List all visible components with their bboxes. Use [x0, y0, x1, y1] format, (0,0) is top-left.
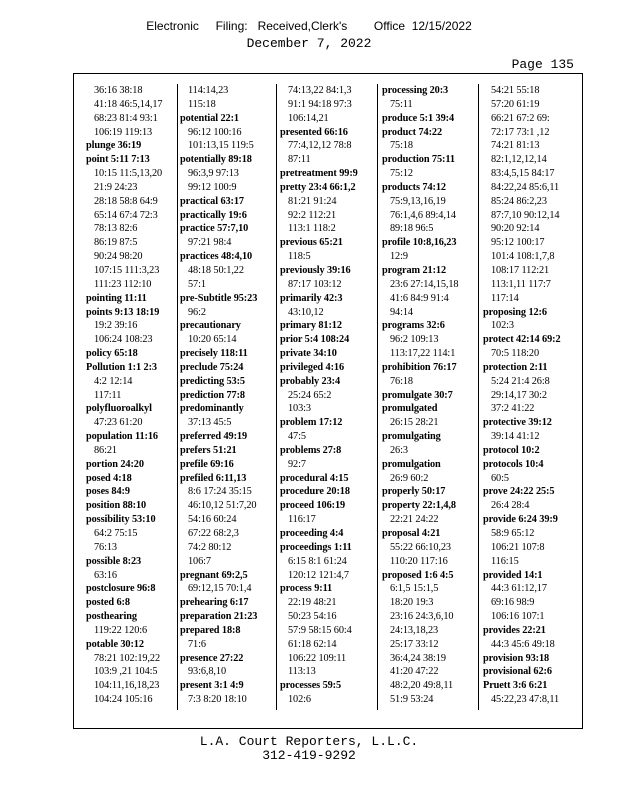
index-term-line: prohibition 76:17 [382, 361, 457, 373]
index-citation-line: 36:16 38:18 [94, 85, 143, 96]
index-citation-line: 75:11 [390, 98, 413, 110]
index-citation-line: 110:20 117:16 [390, 555, 448, 567]
index-term-line: promulgated [382, 403, 438, 415]
index-citation-line: 74:13,22 84:1,3 [288, 85, 352, 96]
index-term-line: practically 19:6 [180, 209, 247, 221]
index-term-line: provisional 62:6 [483, 666, 552, 678]
index-citation-line: 5:24 21:4 26:8 [491, 375, 550, 387]
index-column-2 [180, 84, 278, 707]
index-citation-line: 54:21 55:18 [491, 85, 540, 96]
index-term-line: prefers 51:21 [180, 444, 237, 456]
index-citation-line: 91:1 94:18 97:3 [288, 98, 352, 110]
index-term-line: presented 66:16 [280, 126, 348, 138]
index-citation-line: 93:6,8,10 [188, 666, 226, 678]
index-citation-line: 113:17,22 114:1 [390, 348, 456, 360]
index-citation-line: 102:3 [491, 320, 514, 332]
index-column-3 [280, 84, 378, 707]
index-citation-line: 10:15 11:5,13,20 [94, 168, 163, 180]
index-term-line: prefile 69:16 [180, 458, 234, 470]
index-citation-line: 103:3 [288, 403, 311, 415]
index-citation-line: 75:18 [390, 140, 413, 152]
index-term-line: poses 84:9 [86, 486, 130, 498]
index-term-line: prehearing 6:17 [180, 597, 249, 609]
index-term-line: potentially 89:18 [180, 154, 252, 166]
index-citation-line: 61:18 62:14 [288, 638, 337, 650]
index-term-line: protocols 10:4 [483, 458, 544, 470]
index-term-line: precisely 118:11 [180, 348, 248, 360]
index-citation-line: 18:20 19:3 [390, 597, 434, 609]
index-citation-line: 96:2 109:13 [390, 334, 439, 346]
index-citation-line: 96:2 [188, 306, 206, 318]
index-citation-line: 19:2 39:16 [94, 320, 138, 332]
index-citation-line: 67:22 68:2,3 [188, 528, 239, 539]
index-term-line: products 74:12 [382, 181, 446, 193]
index-citation-line: 37:2 41:22 [491, 403, 535, 415]
header-date: December 7, 2022 [246, 36, 372, 51]
index-citation-line: 22:19 48:21 [288, 597, 337, 609]
index-citation-line: 22:21 24:22 [390, 514, 439, 526]
index-citation-line: 71:6 [188, 638, 206, 650]
index-citation-line: 57:1 [188, 278, 206, 290]
index-citation-line: 106:24 108:23 [94, 334, 153, 346]
index-citation-line: 41:20 47:22 [390, 666, 439, 678]
index-term-line: pointing 11:11 [86, 292, 147, 304]
index-term-line: prediction 77:8 [180, 389, 245, 401]
index-citation-line: 60:5 [491, 472, 509, 484]
index-citation-line: 76:18 [390, 375, 413, 387]
index-column-1 [86, 84, 184, 707]
index-column-4 [382, 84, 480, 707]
index-citation-line: 118:5 [288, 251, 311, 263]
index-citation-line: 74:21 81:13 [491, 140, 540, 152]
index-citation-line: 108:17 112:21 [491, 264, 550, 276]
index-citation-line: 116:17 [288, 514, 316, 526]
index-citation-line: 48:18 50:1,22 [188, 264, 244, 276]
index-citation-line: 115:18 [188, 98, 216, 110]
index-term-line: posthearing [86, 611, 137, 623]
index-citation-line: 7:3 8:20 18:10 [188, 694, 247, 706]
index-citation-line: 54:16 60:24 [188, 514, 237, 526]
index-term-line: privileged 4:16 [280, 361, 344, 373]
index-citation-line: 65:14 67:4 72:3 [94, 209, 158, 221]
index-table [73, 73, 583, 729]
index-term-line: possibility 53:10 [86, 514, 156, 526]
index-term-line: preclude 75:24 [180, 361, 244, 373]
index-citation-line: 41:18 46:5,14,17 [94, 98, 163, 110]
index-citation-line: 86:21 [94, 444, 117, 456]
index-term-line: program 21:12 [382, 264, 447, 276]
index-citation-line: 4:2 12:14 [94, 375, 133, 387]
index-term-line: produce 5:1 39:4 [382, 112, 455, 124]
index-citation-line: 23:16 24:3,6,10 [390, 611, 454, 623]
index-citation-line: 102:6 [288, 694, 311, 706]
index-term-line: private 34:10 [280, 348, 337, 360]
index-term-line: practical 63:17 [180, 195, 244, 207]
index-citation-line: 106:21 107:8 [491, 541, 545, 553]
index-citation-line: 28:18 58:8 64:9 [94, 195, 158, 207]
index-citation-line: 51:9 53:24 [390, 694, 434, 706]
index-term-line: protection 2:11 [483, 361, 548, 373]
index-term-line: property 22:1,4,8 [382, 500, 456, 512]
index-citation-line: 106:7 [188, 555, 211, 567]
index-citation-line: 44:3 45:6 49:18 [491, 638, 555, 650]
index-citation-line: 117:14 [491, 292, 519, 304]
column-divider [177, 84, 178, 710]
index-term-line: proposed 1:6 4:5 [382, 569, 454, 581]
index-citation-line: 90:24 98:20 [94, 251, 143, 263]
index-citation-line: 87:7,10 90:12,14 [491, 209, 560, 221]
index-citation-line: 25:24 65:2 [288, 389, 332, 401]
index-citation-line: 103:9 ,21 104:5 [94, 666, 158, 678]
index-term-line: problems 27:8 [280, 444, 342, 456]
index-citation-line: 76:1,4,6 89:4,14 [390, 209, 456, 221]
column-divider [276, 84, 277, 710]
index-term-line: proceed 106:19 [280, 500, 346, 512]
index-term-line: provision 93:18 [483, 652, 550, 664]
index-term-line: possible 8:23 [86, 555, 142, 567]
index-term-line: potable 30:12 [86, 638, 144, 650]
index-citation-line: 47:5 [288, 431, 306, 443]
index-term-line: plunge 36:19 [86, 140, 142, 152]
index-term-line: pregnant 69:2,5 [180, 569, 248, 581]
index-term-line: proposing 12:6 [483, 306, 547, 318]
index-citation-line: 113:13 [288, 666, 316, 678]
index-term-line: potential 22:1 [180, 112, 239, 124]
index-citation-line: 85:24 86:2,23 [491, 195, 547, 207]
index-term-line: production 75:11 [382, 154, 455, 166]
index-citation-line: 37:13 45:5 [188, 417, 232, 429]
index-term-line: prefiled 6:11,13 [180, 472, 247, 484]
index-citation-line: 63:16 [94, 569, 117, 581]
index-term-line: posted 6:8 [86, 597, 130, 609]
index-citation-line: 58:9 65:12 [491, 528, 535, 539]
index-citation-line: 74:2 80:12 [188, 541, 232, 553]
index-citation-line: 64:2 75:15 [94, 528, 138, 539]
index-citation-line: 106:16 107:1 [491, 611, 545, 623]
index-term-line: preparation 21:23 [180, 611, 258, 623]
index-citation-line: 104:11,16,18,23 [94, 680, 160, 692]
index-citation-line: 89:18 96:5 [390, 223, 434, 235]
index-citation-line: 44:3 61:12,17 [491, 583, 547, 595]
index-term-line: product 74:22 [382, 126, 443, 138]
index-citation-line: 6:1,5 15:1,5 [390, 583, 439, 595]
index-citation-line: 12:9 [390, 251, 408, 263]
index-citation-line: 21:9 24:23 [94, 181, 138, 193]
index-citation-line: 45:22,23 47:8,11 [491, 694, 560, 706]
index-citation-line: 113:1 118:2 [288, 223, 336, 235]
index-citation-line: 78:21 102:19,22 [94, 652, 161, 664]
index-term-line: pretty 23:4 66:1,2 [280, 181, 356, 193]
index-term-line: provided 14:1 [483, 569, 543, 581]
index-citation-line: 41:6 84:9 91:4 [390, 292, 449, 304]
index-citation-line: 69:16 98:9 [491, 597, 535, 609]
index-term-line: points 9:13 18:19 [86, 306, 160, 318]
index-term-line: protocol 10:2 [483, 444, 540, 456]
index-term-line: procedural 4:15 [280, 472, 349, 484]
column-divider [377, 84, 378, 710]
index-term-line: polyfluoroalkyl [86, 403, 152, 415]
index-citation-line: 6:15 8:1 61:24 [288, 555, 347, 567]
index-citation-line: 57:20 61:19 [491, 98, 540, 110]
index-term-line: portion 24:20 [86, 458, 144, 470]
footer-company: L.A. Court Reporters, L.L.C. [199, 734, 419, 749]
footer-phone: 312-419-9292 [262, 748, 356, 763]
index-term-line: properly 50:17 [382, 486, 446, 498]
index-term-line: precautionary [180, 320, 241, 332]
index-citation-line: 55:22 66:10,23 [390, 541, 451, 553]
index-term-line: protect 42:14 69:2 [483, 334, 561, 346]
index-citation-line: 24:13,18,23 [390, 624, 439, 636]
index-term-line: promulgating [382, 431, 441, 443]
index-term-line: presence 27:22 [180, 652, 244, 664]
index-citation-line: 120:12 121:4,7 [288, 569, 349, 581]
index-term-line: primarily 42:3 [280, 292, 343, 304]
index-citation-line: 72:17 73:1 ,12 [491, 126, 550, 138]
index-citation-line: 92:7 [288, 458, 306, 470]
index-citation-line: 69:12,15 70:1,4 [188, 583, 252, 595]
index-citation-line: 26:9 60:2 [390, 472, 429, 484]
index-term-line: promulgate 30:7 [382, 389, 453, 401]
index-term-line: procedure 20:18 [280, 486, 350, 498]
index-term-line: previous 65:21 [280, 237, 343, 249]
index-citation-line: 10:20 65:14 [188, 334, 237, 346]
column-divider [478, 84, 479, 710]
index-term-line: proceedings 1:11 [280, 541, 352, 553]
index-citation-line: 113:1,11 117:7 [491, 278, 551, 290]
index-citation-line: 82:1,12,12,14 [491, 154, 547, 166]
index-term-line: point 5:11 7:13 [86, 154, 150, 166]
page-number: Page 135 [511, 57, 574, 72]
index-citation-line: 104:24 105:16 [94, 694, 153, 706]
index-citation-line: 107:15 111:3,23 [94, 264, 160, 276]
index-citation-line: 75:12 [390, 168, 413, 180]
index-citation-line: 68:23 81:4 93:1 [94, 112, 158, 124]
index-term-line: provides 22:21 [483, 624, 546, 636]
index-term-line: Pollution 1:1 2:3 [86, 361, 157, 373]
index-citation-line: 75:9,13,16,19 [390, 195, 446, 207]
index-term-line: Pruett 3:6 6:21 [483, 680, 548, 692]
index-term-line: previously 39:16 [280, 264, 351, 276]
index-citation-line: 94:14 [390, 306, 413, 318]
index-term-line: prepared 18:8 [180, 624, 241, 636]
index-term-line: pre-Subtitle 95:23 [180, 292, 258, 304]
index-term-line: process 9:11 [280, 583, 333, 595]
index-citation-line: 114:14,23 [188, 85, 229, 96]
filing-stamp-line: Electronic Filing: Received,Clerk's Office 12/15/2022 [146, 19, 472, 33]
index-term-line: practices 48:4,10 [180, 251, 253, 263]
index-term-line: prior 5:4 108:24 [280, 334, 350, 346]
index-citation-line: 23:6 27:14,15,18 [390, 278, 459, 290]
index-term-line: present 3:1 4:9 [180, 680, 244, 692]
index-citation-line: 92:2 112:21 [288, 209, 337, 221]
index-term-line: profile 10:8,16,23 [382, 237, 457, 249]
index-column-5 [483, 84, 581, 707]
index-term-line: posed 4:18 [86, 472, 132, 484]
index-term-line: population 11:16 [86, 431, 158, 443]
index-citation-line: 25:17 33:12 [390, 638, 439, 650]
index-term-line: predominantly [180, 403, 244, 415]
index-citation-line: 99:12 100:9 [188, 181, 237, 193]
index-citation-line: 87:11 [288, 154, 311, 166]
index-citation-line: 101:13,15 119:5 [188, 140, 254, 152]
index-term-line: postclosure 96:8 [86, 583, 156, 595]
index-citation-line: 81:21 91:24 [288, 195, 337, 207]
index-citation-line: 83:4,5,15 84:17 [491, 168, 555, 180]
index-citation-line: 77:4,12,12 78:8 [288, 140, 352, 152]
index-term-line: programs 32:6 [382, 320, 445, 332]
index-citation-line: 84:22,24 85:6,11 [491, 181, 560, 193]
index-citation-line: 90:20 92:14 [491, 223, 540, 235]
index-citation-line: 87:17 103:12 [288, 278, 342, 290]
index-citation-line: 8:6 17:24 35:15 [188, 486, 252, 498]
index-term-line: probably 23:4 [280, 375, 341, 387]
index-term-line: predicting 53:5 [180, 375, 245, 387]
index-term-line: prove 24:22 25:5 [483, 486, 555, 498]
index-citation-line: 66:21 67:2 69: [491, 112, 550, 124]
index-citation-line: 76:13 [94, 541, 117, 553]
index-term-line: promulgation [382, 458, 441, 470]
index-term-line: processing 20:3 [382, 85, 449, 96]
index-citation-line: 86:19 87:5 [94, 237, 138, 249]
index-citation-line: 106:14,21 [288, 112, 329, 124]
index-citation-line: 57:9 58:15 60:4 [288, 624, 352, 636]
index-citation-line: 39:14 41:12 [491, 431, 540, 443]
index-citation-line: 111:23 112:10 [94, 278, 152, 290]
index-term-line: position 88:10 [86, 500, 147, 512]
index-term-line: processes 59:5 [280, 680, 342, 692]
index-citation-line: 95:12 100:17 [491, 237, 545, 249]
index-citation-line: 36:4,24 38:19 [390, 652, 446, 664]
index-citation-line: 26:4 28:4 [491, 500, 530, 512]
index-citation-line: 117:11 [94, 389, 122, 401]
index-citation-line: 47:23 61:20 [94, 417, 143, 429]
index-term-line: preferred 49:19 [180, 431, 248, 443]
index-citation-line: 96:3,9 97:13 [188, 168, 239, 180]
index-term-line: provide 6:24 39:9 [483, 514, 558, 526]
index-citation-line: 26:15 28:21 [390, 417, 439, 429]
index-citation-line: 50:23 54:16 [288, 611, 337, 623]
index-citation-line: 46:10,12 51:7,20 [188, 500, 257, 512]
index-term-line: protective 39:12 [483, 417, 552, 429]
index-term-line: practice 57:7,10 [180, 223, 249, 235]
index-citation-line: 29:14,17 30:2 [491, 389, 547, 401]
index-citation-line: 106:22 109:11 [288, 652, 347, 664]
index-citation-line: 26:3 [390, 444, 408, 456]
index-term-line: pretreatment 99:9 [280, 168, 358, 180]
index-citation-line: 48:2,20 49:8,11 [390, 680, 454, 692]
index-citation-line: 96:12 100:16 [188, 126, 242, 138]
index-citation-line: 116:15 [491, 555, 519, 567]
index-citation-line: 119:22 120:6 [94, 624, 148, 636]
index-citation-line: 78:13 82:6 [94, 223, 138, 235]
index-citation-line: 70:5 118:20 [491, 348, 540, 360]
index-term-line: primary 81:12 [280, 320, 342, 332]
index-citation-line: 106:19 119:13 [94, 126, 153, 138]
index-term-line: policy 65:18 [86, 348, 138, 360]
index-citation-line: 43:10,12 [288, 306, 324, 318]
index-term-line: proceeding 4:4 [280, 528, 344, 539]
index-citation-line: 97:21 98:4 [188, 237, 232, 249]
index-term-line: problem 17:12 [280, 417, 343, 429]
index-term-line: proposal 4:21 [382, 528, 441, 539]
index-citation-line: 101:4 108:1,7,8 [491, 251, 555, 263]
